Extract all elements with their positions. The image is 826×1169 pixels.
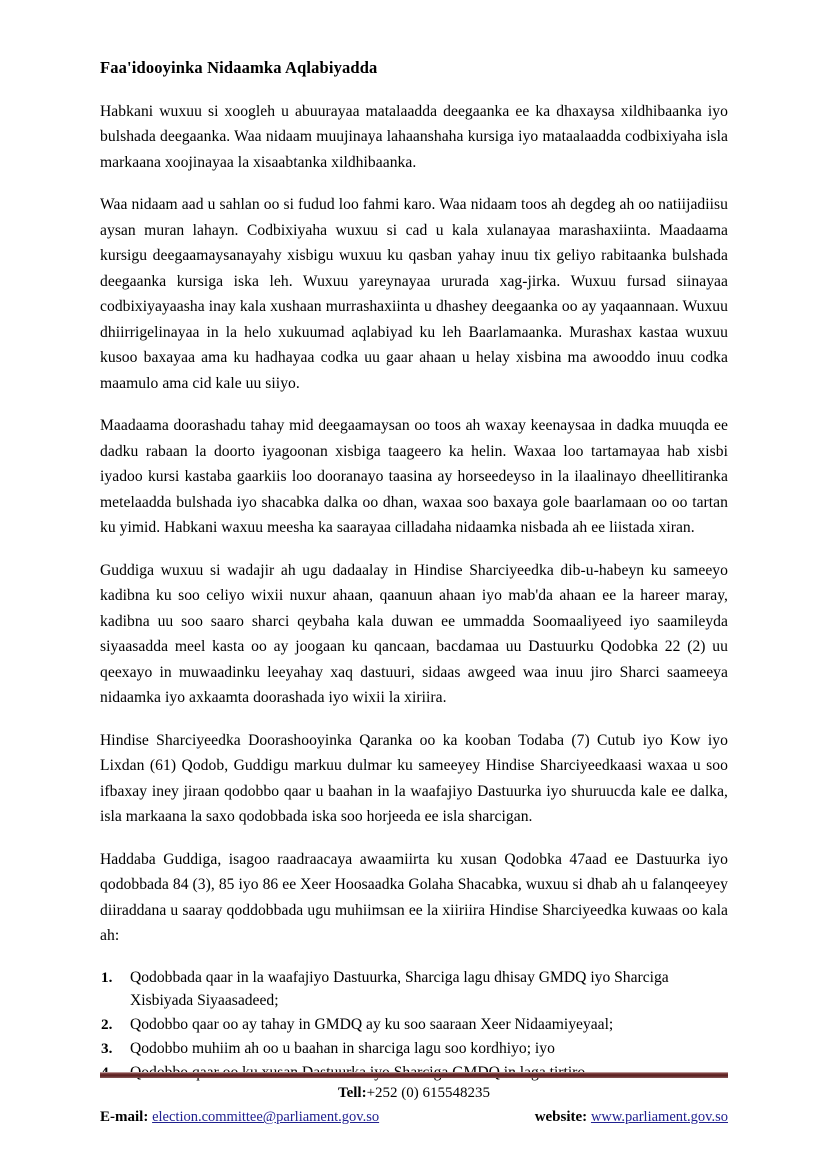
website-link[interactable]: www.parliament.gov.so bbox=[590, 1109, 728, 1125]
paragraph-2: Waa nidaam aad u sahlan oo si fudud loo fahmi karo. Waa nidaam toos ah degdeg ah oo natiijadiisu aysan muran lahayn. Codbixiyaha wuxuu si cad u kala xulanayaa marashaxiinta. Maadaama kursigu deegaamaysanayahy xisbigu wuxuu ku qasban yahay inuu tix geliyo rabitaanka bulshada deegaanka kursiga iska leh. Wuxuu yareynayaa ururada xag-jirka. Wuxuu fursad siinayaa codbixiyayaasha inay kala xushaan murrashaxiinta u dhashey deegaanka oo ay yaqaannaan. Wuxuu dhiirrigelinayaa in la helo xukuumad aqlabiyad ku leh Baarlamaanka. Murashax kastaa wuxuu kusoo baxayaa ama ku hadhayaa codka uu gaar ahaan u helay xisbina ma awooddo inuu codka maamulo ama cid kale uu siiyo. bbox=[100, 196, 728, 392]
telephone-label: Tell: bbox=[337, 1085, 367, 1101]
numbered-list bbox=[100, 966, 728, 1084]
telephone-value: +252 (0) 615548235 bbox=[366, 1085, 491, 1101]
document-body bbox=[100, 58, 728, 1085]
list-item-marker: 3. bbox=[101, 1039, 113, 1057]
paragraph-4: Guddiga wuxuu si wadajir ah ugu dadaalay in Hindise Sharciyeedka dib-u-habeyn ku sameeyo kadibna ku soo celiyo wixii nuxur ahaan, qaanuun ahaan iyo mab'da ahaan ee la hareer maray, kadibna uu soo saaro sharci qeybaha kala duwan ee ummadda Soomaaliyeed iyo saamileyda siyaasadda meel kasta oo ay joogaan ku qancaan, bacdamaa uu Dastuurku Qodobka 22 (2) uu qeexayo in muwaadinku leeyahay xaq dastuuri, sidaas awgeed waa inuu jiro Sharci saameeya nidaamka iyo axkaamta doorashada iyo wixii la xiriira. bbox=[100, 561, 728, 707]
email-link[interactable]: election.committee@parliament.gov.so bbox=[152, 1109, 380, 1125]
list-item-marker: 1. bbox=[101, 968, 113, 986]
page-title: Faa'idooyinka Nidaamka Aqlabiyadda bbox=[100, 58, 378, 77]
footer-divider bbox=[100, 1072, 728, 1078]
paragraph-5: Hindise Sharciyeedka Doorashooyinka Qaranka oo ka kooban Todaba (7) Cutub iyo Kow iyo Lixdan (61) Qodob, Guddigu markuu dulmar ku sameeyey Hindise Sharciyeedkaasi waxaa u soo ifbaxay iney jiraan qodobbo qaar u baahan in la waafajiyo Dastuurka iyo shuruucda kale ee dalka, isla markaana la saxo qodobbada iska soo horjeeda ee isla sharcigan. bbox=[100, 731, 728, 826]
paragraph-6: Haddaba Guddiga, isagoo raadraacaya awaamiirta ku xusan Qodobka 47aad ee Dastuurka iyo qodobbada 84 (3), 85 iyo 86 ee Xeer Hoosaadka Golaha Shacabka, wuxuu si dhab ah u falanqeeyey diiraddana u saaray qoddobbada ugu muhiimsan ee la xiiriira Hindise Sharciyeedka kuwaas oo kala ah: bbox=[100, 850, 728, 945]
list-item-text: Qodobbo muhiim ah oo u baahan in sharciga lagu soo kordhiyo; iyo bbox=[130, 1039, 555, 1057]
paragraph-3: Maadaama doorashadu tahay mid deegaamaysan oo toos ah waxay keenaysaa in dadka muuqda ee dadku rabaan la doorto iyagoonan xisbiga taageero ka helin. Waxaa loo tartamayaa hab xisbi iyadoo kursi kastaba gaarkiis loo dooranayo taasina ay horseedeyso in la ilaalinayo dheellitiranka metelaadda bulshada iyo shacabka dalka oo dhan, waxaa soo baxaya gole baarlamaan oo oo tartan ku yimid. Habkani waxuu meesha ka saarayaa cilladaha nidaamka nisbada ah ee liistada xiran. bbox=[100, 417, 728, 537]
list-item bbox=[100, 1013, 728, 1036]
paragraph-1: Habkani wuxuu si xoogleh u abuurayaa matalaadda deegaanka ee ka dhaxaysa xildhibaanka iyo bulshada deegaanka. Waa nidaam muujinaya lahaanshaha kursiga iyo mataalaadda codbixiyaha isla markaana xoojinayaa la xisaabtanka xildhibaanka. bbox=[100, 102, 728, 171]
footer-telephone bbox=[100, 1084, 728, 1102]
list-item bbox=[100, 1037, 728, 1060]
list-item-text: Qodobbo qaar oo ay tahay in GMDQ ay ku soo saaraan Xeer Nidaamiyeyaal; bbox=[130, 1015, 614, 1033]
email-label: E-mail: bbox=[100, 1109, 149, 1125]
footer-email bbox=[100, 1108, 379, 1126]
list-item-marker: 2. bbox=[101, 1015, 113, 1033]
footer-website bbox=[535, 1108, 728, 1126]
list-item-text: Qodobbada qaar in la waafajiyo Dastuurka, Sharciga lagu dhisay GMDQ iyo Sharciga Xisbiyada Siyaasadeed; bbox=[130, 968, 669, 1009]
list-item bbox=[100, 966, 728, 1012]
footer-contact-row bbox=[100, 1108, 728, 1126]
page-footer bbox=[100, 1072, 728, 1126]
website-label: website: bbox=[534, 1109, 588, 1125]
